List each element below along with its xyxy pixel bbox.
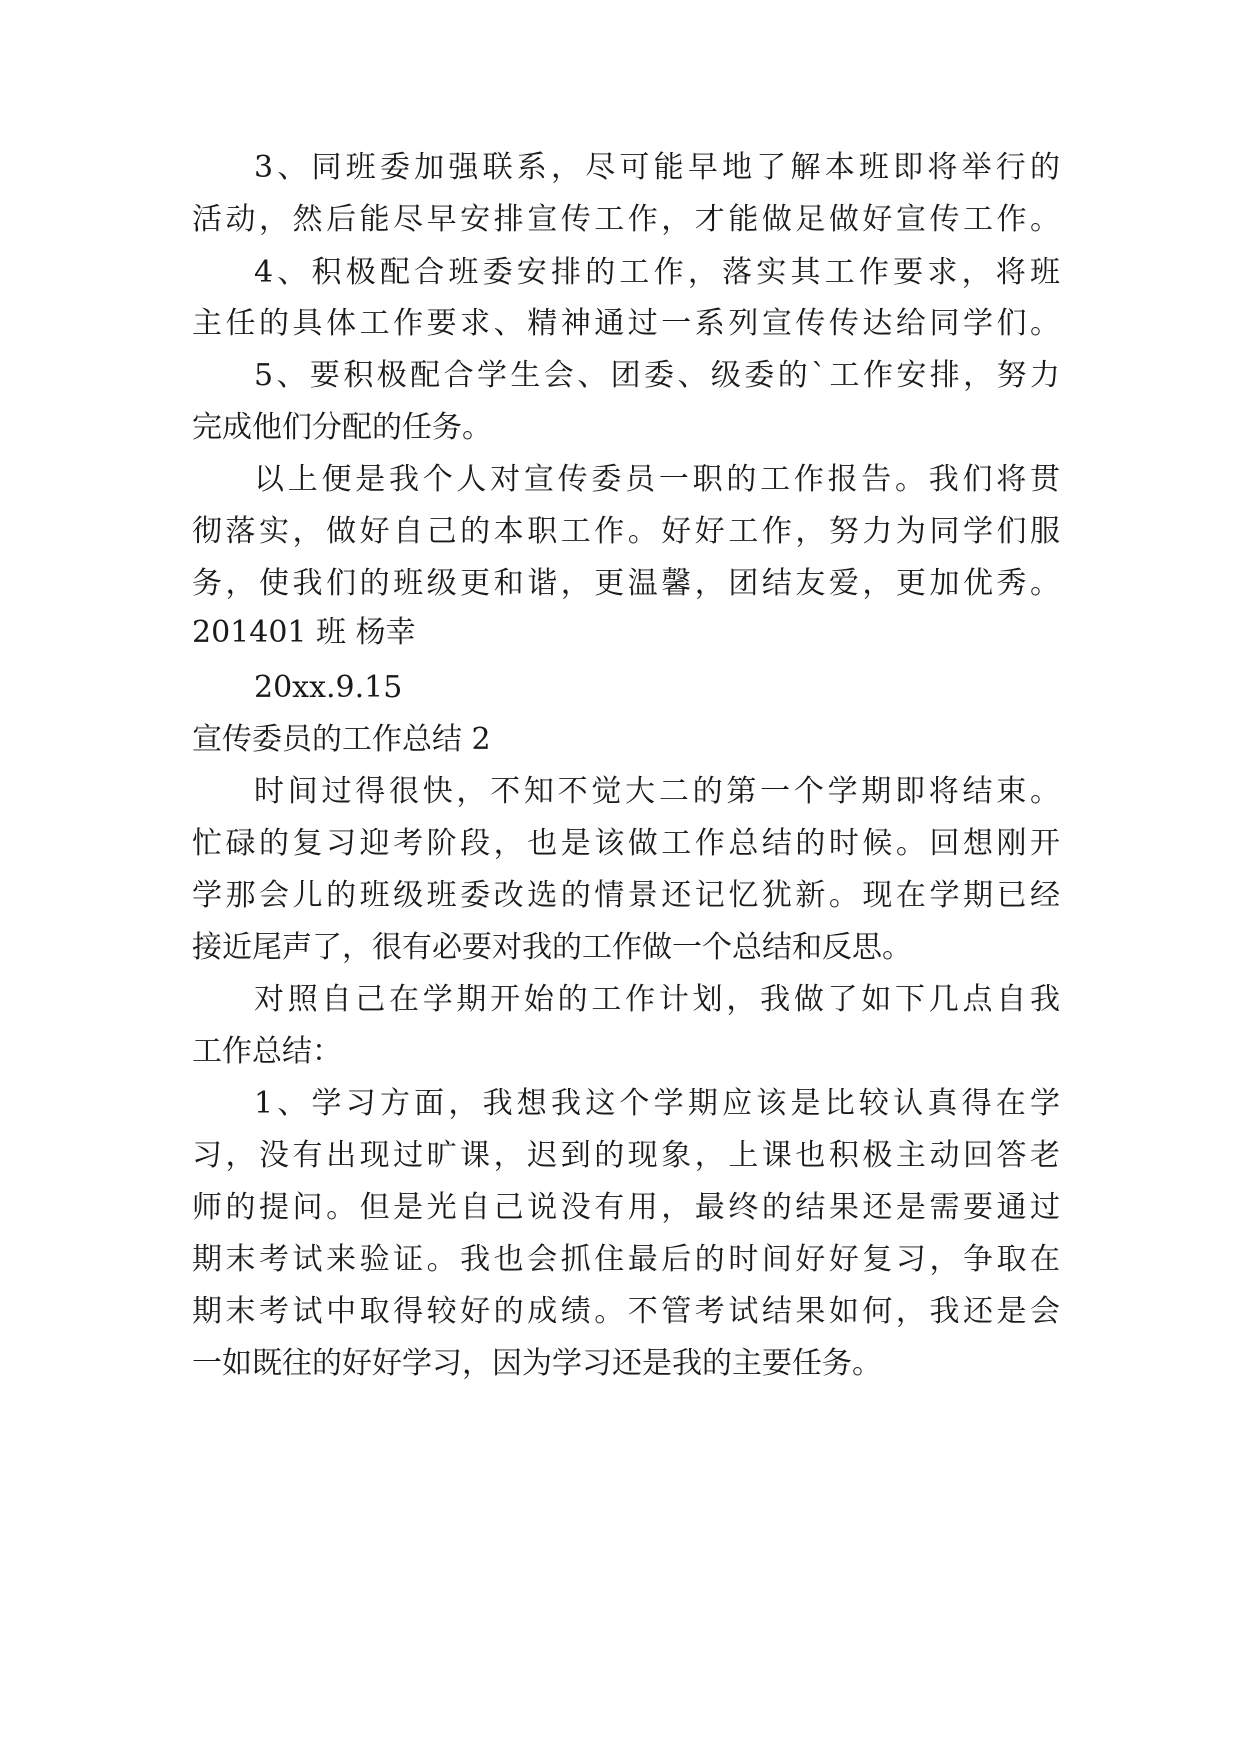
paragraph-line: 时间过得很快，不知不觉大二的第一个学期即将结束。: [254, 774, 1060, 809]
paragraph-line: 主任的具体工作要求、精神通过一系列宣传传达给同学们。: [192, 306, 1060, 341]
paragraph-line: 工作总结：: [192, 1034, 342, 1069]
paragraph-line: 忙碌的复习迎考阶段，也是该做工作总结的时候。回想刚开: [192, 826, 1060, 861]
paragraph-line: 接近尾声了，很有必要对我的工作做一个总结和反思。: [192, 930, 912, 965]
paragraph-line: 5、要积极配合学生会、团委、级委的`工作安排，努力: [254, 358, 1060, 393]
paragraph-line: 4、积极配合班委安排的工作，落实其工作要求，将班: [254, 255, 1060, 290]
date-line: 20xx.9.15: [254, 670, 403, 705]
paragraph-line: 活动，然后能尽早安排宣传工作，才能做足做好宣传工作。: [192, 202, 1060, 237]
paragraph-line: 学那会儿的班级班委改选的情景还记忆犹新。现在学期已经: [192, 878, 1060, 913]
paragraph-line: 彻落实，做好自己的本职工作。好好工作，努力为同学们服: [192, 514, 1060, 549]
paragraph-line: 习，没有出现过旷课，迟到的现象，上课也积极主动回答老: [192, 1138, 1060, 1173]
paragraph-line: 一如既往的好好学习，因为学习还是我的主要任务。: [192, 1346, 882, 1381]
paragraph-line: 期末考试中取得较好的成绩。不管考试结果如何，我还是会: [192, 1294, 1060, 1329]
paragraph-line: 以上便是我个人对宣传委员一职的工作报告。我们将贯: [254, 462, 1060, 497]
section-heading: 宣传委员的工作总结 2: [192, 722, 491, 757]
paragraph-line: 期末考试来验证。我也会抓住最后的时间好好复习，争取在: [192, 1242, 1060, 1277]
paragraph-line: 务，使我们的班级更和谐，更温馨，团结友爱，更加优秀。: [192, 566, 1060, 601]
signature-line: 201401 班 杨幸: [192, 615, 416, 650]
paragraph-line: 1、学习方面，我想我这个学期应该是比较认真得在学: [254, 1086, 1060, 1121]
paragraph-line: 对照自己在学期开始的工作计划，我做了如下几点自我: [254, 982, 1060, 1017]
paragraph-line: 3、同班委加强联系，尽可能早地了解本班即将举行的: [254, 150, 1060, 185]
paragraph-line: 师的提问。但是光自己说没有用，最终的结果还是需要通过: [192, 1190, 1060, 1225]
paragraph-line: 完成他们分配的任务。: [192, 410, 492, 445]
